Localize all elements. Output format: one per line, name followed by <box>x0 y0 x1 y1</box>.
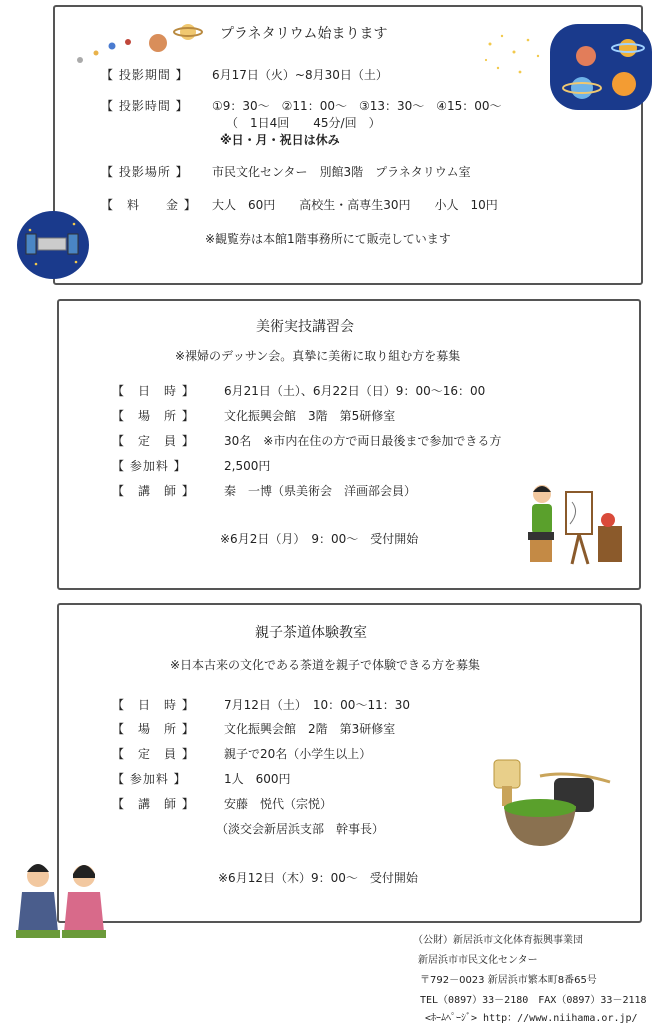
art-capacity-value: 30名 ※市内在住の方で両日最後まで参加できる方 <box>224 434 502 448</box>
tea-subtitle: ※日本古来の文化である茶道を親子で体験できる方を募集 <box>170 658 481 672</box>
painter-illustration <box>522 480 626 572</box>
footer-org: （公財）新居浜市文化体育振興事業団 <box>413 935 583 946</box>
tea-capacity-label: 【 定 員 】 <box>112 747 195 761</box>
planetarium-venue-label: 【 投影場所 】 <box>101 165 189 179</box>
tea-instructor-note: （淡交会新居浜支部 幹事長） <box>216 822 385 836</box>
tea-instructor-label: 【 講 師 】 <box>112 797 195 811</box>
footer-phone: TEL（0897）33－2180 FAX（0897）33－2118 <box>420 995 647 1006</box>
footer-center: 新居浜市市民文化センター <box>418 955 538 966</box>
tea-fee-value: 1人 600円 <box>224 772 291 786</box>
planetarium-time-value: ①9：30～ ②11：00～ ③13：30～ ④15：00～ <box>212 99 502 113</box>
tea-fee-label: 【 参加料 】 <box>112 772 187 786</box>
kneeling-people-illustration <box>12 858 112 944</box>
planetarium-time-label: 【 投影時間 】 <box>101 99 189 113</box>
tea-title: 親子茶道体験教室 <box>255 625 367 641</box>
tea-venue-label: 【 場 所 】 <box>112 722 195 736</box>
art-venue-label: 【 場 所 】 <box>112 409 195 423</box>
art-reception-note: ※6月2日（月） 9：00～ 受付開始 <box>220 532 419 546</box>
art-venue-value: 文化振興会館 3階 第5研修室 <box>224 409 396 423</box>
planetarium-period-value: 6月17日（火）~8月30日（土） <box>212 68 388 82</box>
planetarium-title: プラネタリウム始まります <box>220 26 388 42</box>
art-instructor-label: 【 講 師 】 <box>112 484 195 498</box>
satellite-illustration <box>16 210 90 280</box>
footer-homepage-link[interactable]: <ﾎｰﾑﾍﾟｰｼﾞ> http：//www.niihama.or.jp/ <box>425 1013 638 1024</box>
planetarium-venue-value: 市民文化センター 別館3階 プラネタリウム室 <box>212 165 471 179</box>
planetarium-closed-note: ※日・月・祝日は休み <box>220 133 340 147</box>
planetarium-time-note: （ 1日4回 45分/回 ） <box>226 116 381 130</box>
tea-set-illustration <box>488 756 620 854</box>
art-datetime-label: 【 日 時 】 <box>112 384 195 398</box>
tea-datetime-value: 7月12日（土） 10：00～11：30 <box>224 698 410 712</box>
tea-venue-value: 文化振興会館 2階 第3研修室 <box>224 722 396 736</box>
tea-datetime-label: 【 日 時 】 <box>112 698 195 712</box>
art-datetime-value: 6月21日（土）、6月22日（日）9：00～16：00 <box>224 384 486 398</box>
art-instructor-value: 秦 一博（県美術会 洋画部会員） <box>224 484 417 498</box>
tea-instructor-value: 安藤 悦代（宗悦） <box>224 797 333 811</box>
planetarium-fee-value: 大人 60円 高校生・高専生30円 小人 10円 <box>212 198 498 212</box>
footer-address: 〒792－0023 新居浜市繁本町8番65号 <box>420 975 597 986</box>
art-fee-value: 2,500円 <box>224 459 271 473</box>
art-capacity-label: 【 定 員 】 <box>112 434 195 448</box>
planetarium-ticket-note: ※観覧券は本館1階事務所にて販売しています <box>205 232 451 246</box>
space-illustration <box>478 22 654 114</box>
planetarium-period-label: 【 投影期間 】 <box>101 68 189 82</box>
art-title: 美術実技講習会 <box>256 319 354 335</box>
art-fee-label: 【 参加料 】 <box>112 459 187 473</box>
tea-capacity-value: 親子で20名（小学生以上） <box>224 747 372 761</box>
planetarium-fee-label: 【 料 金 】 <box>101 198 197 212</box>
tea-reception-note: ※6月12日（木）9：00～ 受付開始 <box>218 871 418 885</box>
art-subtitle: ※裸婦のデッサン会。真摯に美術に取り組む方を募集 <box>175 349 461 363</box>
